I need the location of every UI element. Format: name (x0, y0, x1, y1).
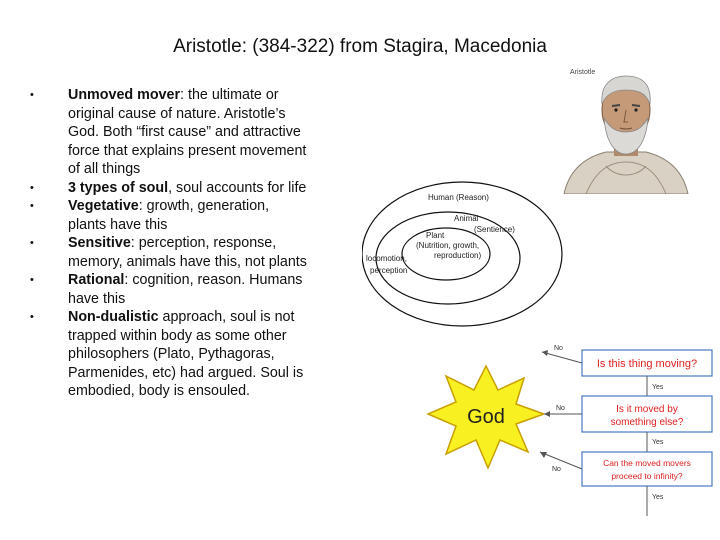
bullet-item (30, 86, 310, 179)
yes-label: Yes (652, 494, 664, 501)
yes-label: Yes (652, 384, 664, 391)
animal-label: Animal (454, 214, 479, 223)
bullet-term: Unmoved mover (68, 87, 181, 103)
yes-label: Yes (652, 439, 664, 446)
no-arrow-head-icon (542, 350, 548, 356)
bullet-term: Non-dualistic (68, 309, 159, 325)
question-moved-by-line2: something else? (610, 417, 684, 428)
no-label: No (556, 405, 565, 412)
bullet-item (30, 179, 310, 198)
bullet-text: , soul accounts for life (168, 179, 307, 196)
bullet-dot-icon: • (30, 311, 34, 323)
bullet-text: : perception, response, memory, animals have this, not plants (68, 235, 307, 270)
perception-label: perception (370, 266, 408, 275)
plant-sublabel-2: reproduction) (434, 251, 482, 260)
no-label: No (554, 345, 563, 352)
bullet-dot-icon: • (30, 181, 34, 194)
unmoved-mover-flowchart (416, 338, 720, 520)
bullet-item (30, 308, 310, 401)
no-arrow-head-icon (544, 411, 550, 417)
question-moving: Is this thing moving? (596, 358, 698, 370)
animal-sublabel: (Sentience) (474, 225, 515, 234)
bullet-dot-icon: • (30, 274, 34, 286)
bullet-item (30, 197, 310, 234)
no-arrow-head-icon (540, 452, 547, 458)
aristotle-bust-image (556, 66, 696, 194)
plant-label: Plant (426, 231, 445, 240)
bullet-text: : cognition, reason. Humans have this (68, 272, 303, 307)
bullet-dot-icon: • (30, 89, 34, 101)
locomotion-label: locomotion, (366, 254, 407, 263)
bullet-dot-icon: • (30, 200, 34, 212)
bullet-item (30, 271, 310, 308)
bullet-term: Sensitive (68, 235, 131, 251)
bullet-text: : the ultimate or original cause of nature. Aristotle’s God. Both “first cause” and attractive force that explains present movement of all things (68, 87, 307, 177)
question-moved-by-line1: Is it moved by (616, 404, 678, 415)
portrait-caption: Aristotle (570, 69, 596, 76)
question-infinity-line1: Can the moved movers (603, 458, 691, 468)
bullet-list (30, 86, 310, 401)
bullet-item (30, 234, 310, 271)
human-label: Human (Reason) (428, 193, 489, 202)
bullet-text: approach, soul is not trapped within body as some other philosophers (Plato, Pythagoras, Parmenides, etc) had argued. Soul is embodied, body is ensouled. (68, 309, 304, 399)
bullet-dot-icon: • (30, 237, 34, 249)
bullet-term: 3 types of soul (68, 179, 169, 196)
slide-title: Aristotle: (384-322) from Stagira, Macedonia (173, 36, 547, 57)
bullet-text: : growth, generation, plants have this (68, 198, 270, 233)
no-label: No (552, 466, 561, 473)
bullet-term: Vegetative (68, 198, 139, 214)
question-infinity-line2: proceed to infinity? (611, 471, 683, 481)
bullet-term: Rational (68, 272, 125, 288)
no-arrow-line (542, 352, 582, 363)
god-label: God (467, 406, 505, 428)
plant-sublabel-1: (Nutrition, growth, (416, 241, 480, 250)
no-arrow-line (540, 452, 582, 469)
soul-types-diagram (362, 178, 572, 333)
